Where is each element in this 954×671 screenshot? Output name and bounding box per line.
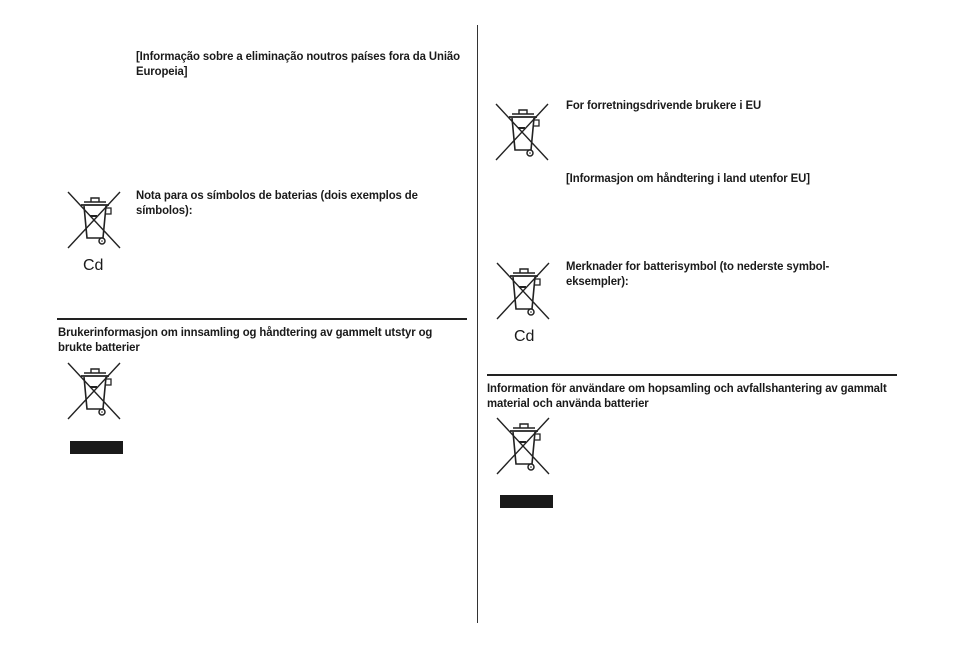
black-bar-marking — [70, 441, 123, 454]
column-divider — [477, 25, 478, 623]
section-rule — [487, 374, 897, 376]
crossed-out-wheelie-bin-icon — [62, 359, 130, 423]
no-business-heading: For forretningsdrivende brukere i EU — [566, 98, 762, 112]
cadmium-symbol-label: Cd — [83, 257, 104, 274]
black-bar-marking — [500, 495, 553, 508]
no-battery-note-heading: Merknader for batterisymbol (to nederste symbol-eksempler): — [566, 259, 830, 288]
crossed-out-wheelie-bin-icon — [62, 188, 130, 252]
pt-other-countries-heading: [Informação sobre a eliminação noutros países fora da União Europeia] — [136, 49, 460, 78]
no-other-countries-heading: [Informasjon om håndtering i land utenfor EU] — [566, 171, 810, 185]
sv-user-info-heading: Information för användare om hopsamling och avfallshantering av gammalt material och använda batterier — [487, 381, 887, 410]
crossed-out-wheelie-bin-icon — [490, 100, 558, 164]
crossed-out-wheelie-bin-icon — [491, 414, 559, 478]
section-rule — [57, 318, 467, 320]
pt-battery-note-heading: Nota para os símbolos de baterias (dois exemplos de símbolos): — [136, 188, 418, 217]
cadmium-symbol-label: Cd — [514, 328, 535, 345]
crossed-out-wheelie-bin-icon — [491, 259, 559, 323]
no-user-info-heading: Brukerinformasjon om innsamling og håndtering av gammelt utstyr og brukte batterier — [58, 325, 433, 354]
